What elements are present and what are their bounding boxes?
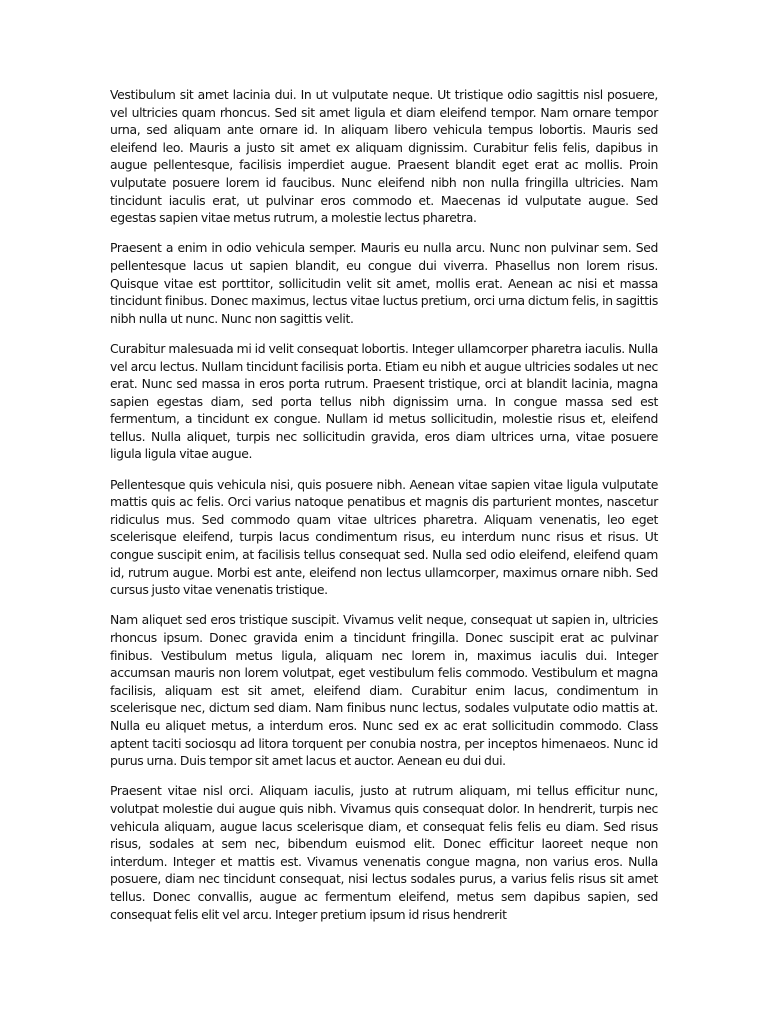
paragraph-2: Praesent a enim in odio vehicula semper. Mauris eu nulla arcu. Nunc non pulvinar sem. Sed pellentesque lacus ut sapien blandit, eu congue dui viverra. Phasellus non lorem risus. Quisque vitae est porttitor, sollicitudin velit sit amet, mollis erat. Aenean ac nisi et massa tincidunt finibus. Donec maximus, lectus vitae luctus pretium, orci urna dictum felis, in sagittis nibh nulla ut nunc. Nunc non sagittis velit. [110, 240, 658, 326]
document-page [110, 86, 658, 936]
paragraph-1: Vestibulum sit amet lacinia dui. In ut vulputate neque. Ut tristique odio sagittis nisl posuere, vel ultricies quam rhoncus. Sed sit amet ligula et diam eleifend tempor. Nam ornare tempor urna, sed aliquam ante ornare id. In aliquam libero vehicula tempus lobortis. Mauris sed eleifend leo. Mauris a justo sit amet ex aliquam dignissim. Curabitur felis felis, dapibus in augue pellentesque, facilisis imperdiet augue. Praesent blandit eget erat ac mollis. Proin vulputate posuere lorem id faucibus. Nunc eleifend nibh non nulla fringilla ultricies. Nam tincidunt iaculis erat, ut pulvinar eros commodo et. Maecenas id vulputate augue. Sed egestas sapien vitae metus rutrum, a molestie lectus pharetra. [110, 87, 658, 226]
paragraph-5: Nam aliquet sed eros tristique suscipit. Vivamus velit neque, consequat ut sapien in, ultricies rhoncus ipsum. Donec gravida enim a tincidunt fringilla. Donec suscipit erat ac pulvinar finibus. Vestibulum metus ligula, aliquam nec lorem in, maximus iaculis dui. Integer accumsan mauris non lorem volutpat, eget vestibulum felis commodo. Vestibulum et magna facilisis, aliquam est sit amet, eleifend diam. Curabitur enim lacus, condimentum in scelerisque nec, dictum sed diam. Nam finibus nunc lectus, sodales vulputate odio mattis at. Nulla eu aliquet metus, a interdum eros. Nunc sed ex ac erat sollicitudin commodo. Class aptent taciti sociosqu ad litora torquent per conubia nostra, per inceptos himenaeos. Nunc id purus urna. Duis tempor sit amet lacus et auctor. Aenean eu dui dui. [110, 612, 658, 769]
paragraph-6: Praesent vitae nisl orci. Aliquam iaculis, justo at rutrum aliquam, mi tellus efficitur nunc, volutpat molestie dui augue quis nibh. Vivamus quis consequat dolor. In hendrerit, turpis nec vehicula aliquam, augue lacus scelerisque diam, et consequat felis felis eu diam. Sed risus risus, sodales at sem nec, bibendum euismod elit. Donec efficitur laoreet neque non interdum. Integer et mattis est. Vivamus venenatis congue magna, non varius eros. Nulla posuere, diam nec tincidunt consequat, nisi lectus sodales purus, a varius felis risus sit amet tellus. Donec convallis, augue ac fermentum eleifend, metus sem dapibus sapien, sed consequat felis elit vel arcu. Integer pretium ipsum id risus hendrerit [110, 783, 658, 922]
paragraph-3: Curabitur malesuada mi id velit consequat lobortis. Integer ullamcorper pharetra iaculis. Nulla vel arcu lectus. Nullam tincidunt facilisis porta. Etiam eu nibh et augue ultricies sodales ut nec erat. Nunc sed massa in eros porta rutrum. Praesent tristique, orci at blandit lacinia, magna sapien egestas diam, sed porta tellus nibh dignissim urna. In congue massa sed est fermentum, a tincidunt ex congue. Nullam id metus sollicitudin, molestie risus et, eleifend tellus. Nulla aliquet, turpis nec sollicitudin gravida, eros diam ultrices urna, vitae posuere ligula ligula vitae augue. [110, 340, 658, 462]
paragraph-4: Pellentesque quis vehicula nisi, quis posuere nibh. Aenean vitae sapien vitae ligula vulputate mattis quis ac felis. Orci varius natoque penatibus et magnis dis parturient montes, nascetur ridiculus mus. Sed commodo quam vitae ultrices pharetra. Aliquam venenatis, leo eget scelerisque eleifend, turpis lacus condimentum risus, eu interdum nunc risus et risus. Ut congue suscipit enim, at facilisis tellus consequat sed. Nulla sed odio eleifend, eleifend quam id, rutrum augue. Morbi est ante, eleifend non lectus ullamcorper, maximus ornare nibh. Sed cursus justo vitae venenatis tristique. [110, 476, 658, 598]
